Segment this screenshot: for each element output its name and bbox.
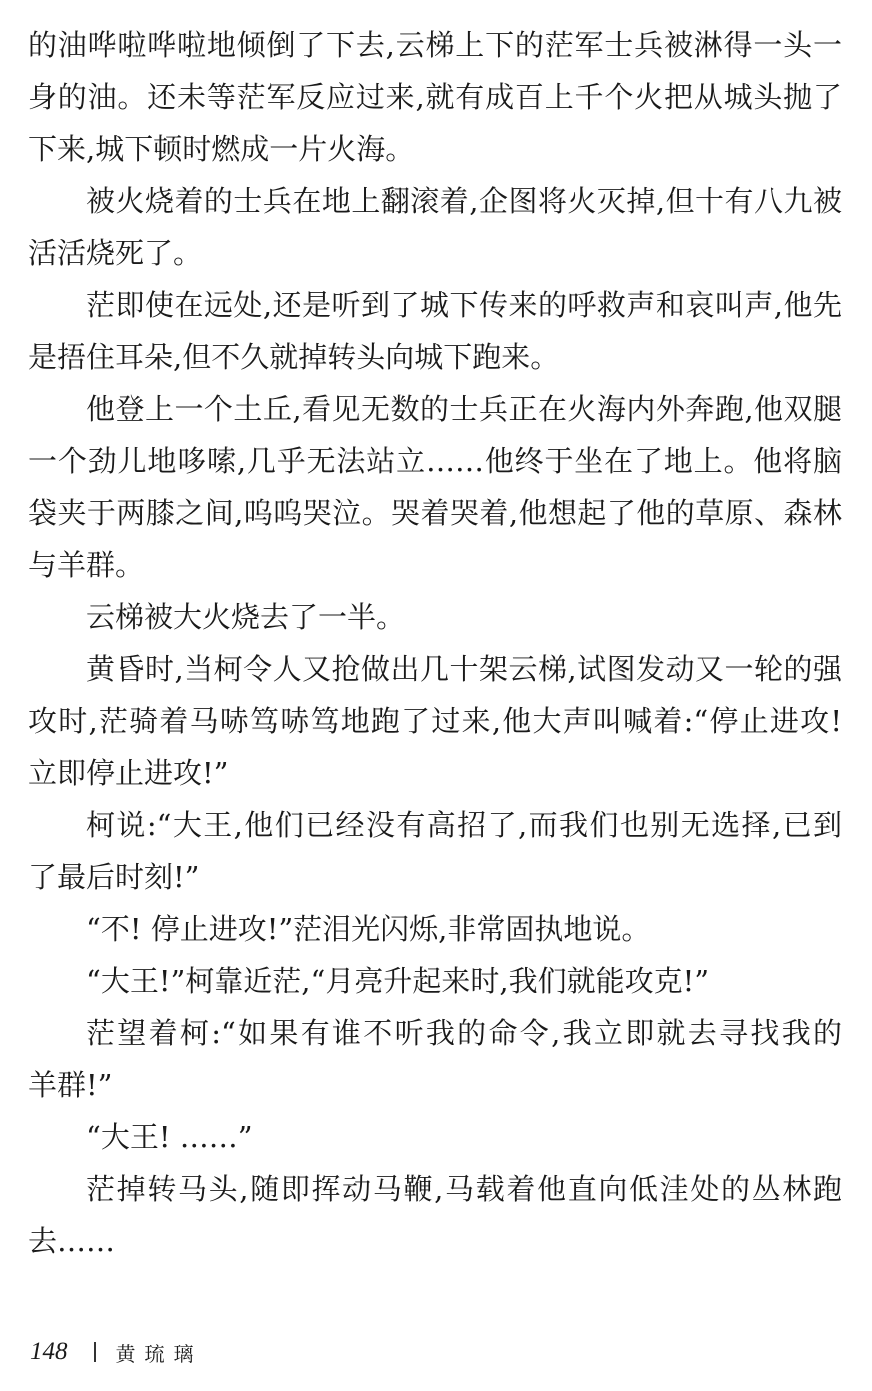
text-line: 他登上一个土丘,看见无数的士兵正在火海内外奔跑,他双腿 (86, 392, 842, 426)
text-line: 袋夹于两膝之间,呜呜哭泣。哭着哭着,他想起了他的草原、森林 (28, 496, 842, 530)
paragraph (28, 799, 842, 903)
page-footer (30, 1336, 203, 1368)
paragraph (28, 175, 842, 279)
text-line: 了最后时刻!” (28, 860, 200, 894)
text-line: 柯说:“大王,他们已经没有高招了,而我们也别无选择,已到 (86, 808, 842, 842)
text-line: 羊群!” (28, 1068, 113, 1102)
text-line: 被火烧着的士兵在地上翻滚着,企图将火灭掉,但十有八九被 (86, 184, 842, 218)
text-line: 一个劲儿地哆嗦,几乎无法站立……他终于坐在了地上。他将脑 (28, 444, 842, 478)
paragraph (28, 643, 842, 799)
page-number: 148 (30, 1338, 68, 1365)
body-text (28, 19, 842, 1267)
paragraph (28, 903, 842, 955)
paragraph (28, 591, 842, 643)
text-line: 茫即使在远处,还是听到了城下传来的呼救声和哀叫声,他先 (86, 288, 842, 322)
text-line: 是捂住耳朵,但不久就掉转头向城下跑来。 (28, 340, 560, 374)
text-line: 云梯被大火烧去了一半。 (86, 600, 406, 634)
text-line: 攻时,茫骑着马哧笃哧笃地跑了过来,他大声叫喊着:“停止进攻! (28, 704, 842, 738)
text-line: 茫望着柯:“如果有谁不听我的命令,我立即就去寻找我的 (86, 1016, 842, 1050)
text-line: 黄昏时,当柯令人又抢做出几十架云梯,试图发动又一轮的强 (86, 652, 842, 686)
paragraph (28, 279, 842, 383)
text-line: 去…… (28, 1224, 116, 1258)
text-line: 下来,城下顿时燃成一片火海。 (28, 132, 415, 166)
text-line: “大王!”柯靠近茫,“月亮升起来时,我们就能攻克!” (86, 964, 710, 998)
text-line: 与羊群。 (28, 548, 145, 582)
paragraph (28, 1111, 842, 1163)
paragraph (28, 1007, 842, 1111)
text-line: 的油哗啦哗啦地倾倒了下去,云梯上下的茫军士兵被淋得一头一 (28, 28, 842, 62)
paragraph (28, 19, 842, 175)
text-line: 茫掉转马头,随即挥动马鞭,马载着他直向低洼处的丛林跑 (86, 1172, 842, 1206)
text-line: 身的油。还未等茫军反应过来,就有成百上千个火把从城头抛了 (28, 80, 842, 114)
text-line: 活活烧死了。 (28, 236, 203, 270)
author-name: 黄琉璃 (115, 1341, 203, 1366)
text-line: “大王! ……” (86, 1120, 253, 1154)
text-line: 立即停止进攻!” (28, 756, 229, 790)
footer-divider (94, 1342, 96, 1362)
text-line: “不! 停止进攻!”茫泪光闪烁,非常固执地说。 (86, 912, 651, 946)
paragraph (28, 955, 842, 1007)
paragraph (28, 1163, 842, 1267)
paragraph (28, 383, 842, 591)
